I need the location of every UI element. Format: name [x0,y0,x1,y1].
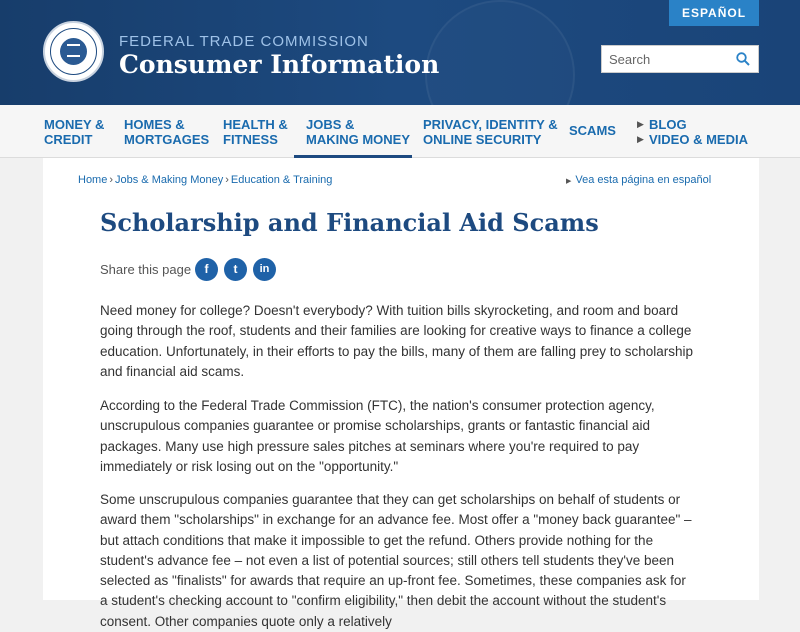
site-agency[interactable]: FEDERAL TRADE COMMISSION [119,33,369,50]
twitter-share-icon[interactable]: t [224,258,247,281]
nav-money-credit[interactable]: MONEY & CREDIT [44,117,105,147]
spanish-version-link[interactable]: ▶ Vea esta página en español [566,174,712,186]
ftc-seal-logo[interactable] [43,21,104,82]
nav-scams[interactable]: SCAMS [569,123,616,138]
site-title[interactable]: Consumer Information [119,50,440,79]
breadcrumb: Home › Jobs & Making Money › Education & Training [78,174,333,186]
nav-privacy-identity[interactable]: PRIVACY, IDENTITY & ONLINE SECURITY [423,117,558,147]
scales-icon [67,44,80,57]
share-label: Share this page [100,262,192,277]
search-box [601,45,759,73]
paragraph-1: Need money for college? Doesn't everybody? With tuition bills skyrocketing, and room and board going through the roof, students and their families are looking for creative ways to finance a college education. Unfortunately, in their efforts to pay the bills, many of them are falling prey to scholarship and financial aid scams. [100,303,694,379]
search-icon[interactable] [736,52,750,66]
breadcrumb-jobs[interactable]: Jobs & Making Money [115,174,224,186]
main-nav [0,105,800,158]
facebook-share-icon[interactable]: f [195,258,218,281]
linkedin-share-icon[interactable]: in [253,258,276,281]
search-input[interactable] [602,46,732,72]
nav-health-fitness[interactable]: HEALTH & FITNESS [223,117,288,147]
site-header [0,0,800,105]
page-title: Scholarship and Financial Aid Scams [100,208,599,237]
nav-video-media[interactable]: ▶ VIDEO & MEDIA [637,132,748,147]
nav-jobs-making-money[interactable]: JOBS & MAKING MONEY [294,105,412,158]
nav-homes-mortgages[interactable]: HOMES & MORTGAGES [124,117,210,147]
nav-blog[interactable]: ▶ BLOG [637,117,687,132]
nav-secondary [637,105,748,158]
espanol-button[interactable]: ESPAÑOL [669,0,759,26]
chevron-right-icon: ▶ [637,119,644,129]
breadcrumb-home[interactable]: Home [78,174,108,186]
breadcrumb-education[interactable]: Education & Training [230,174,333,186]
main-content [43,158,759,629]
paragraph-2: According to the Federal Trade Commission (FTC), the nation's consumer protection agency, unscrupulous companies guarantee or promise scholarships, grants or fantastic financial aid packages. Many use high pressure sales pitches at seminars where you're required to pay immediately or risk losing out on the "opportunity." [100,398,655,474]
paragraph-3: Some unscrupulous companies guarantee that they can get scholarships on behalf of students or award them "scholarships" in exchange for an advance fee. Most offer a "money back guarantee" – but attach conditions that make it impossible to get the refund. Others provide nothing for the student's advance fee – not even a list of potential sources; still others tell students they've been selected as "finalists" for awards that require an up-front fee. Sometimes, these companies ask for a student's checking account to "confirm eligibility," then debit the account without the student's consent. Other companies quote only a relatively [100,492,692,629]
chevron-right-icon: ▶ [637,134,644,144]
arrow-right-icon: ▶ [566,178,572,185]
